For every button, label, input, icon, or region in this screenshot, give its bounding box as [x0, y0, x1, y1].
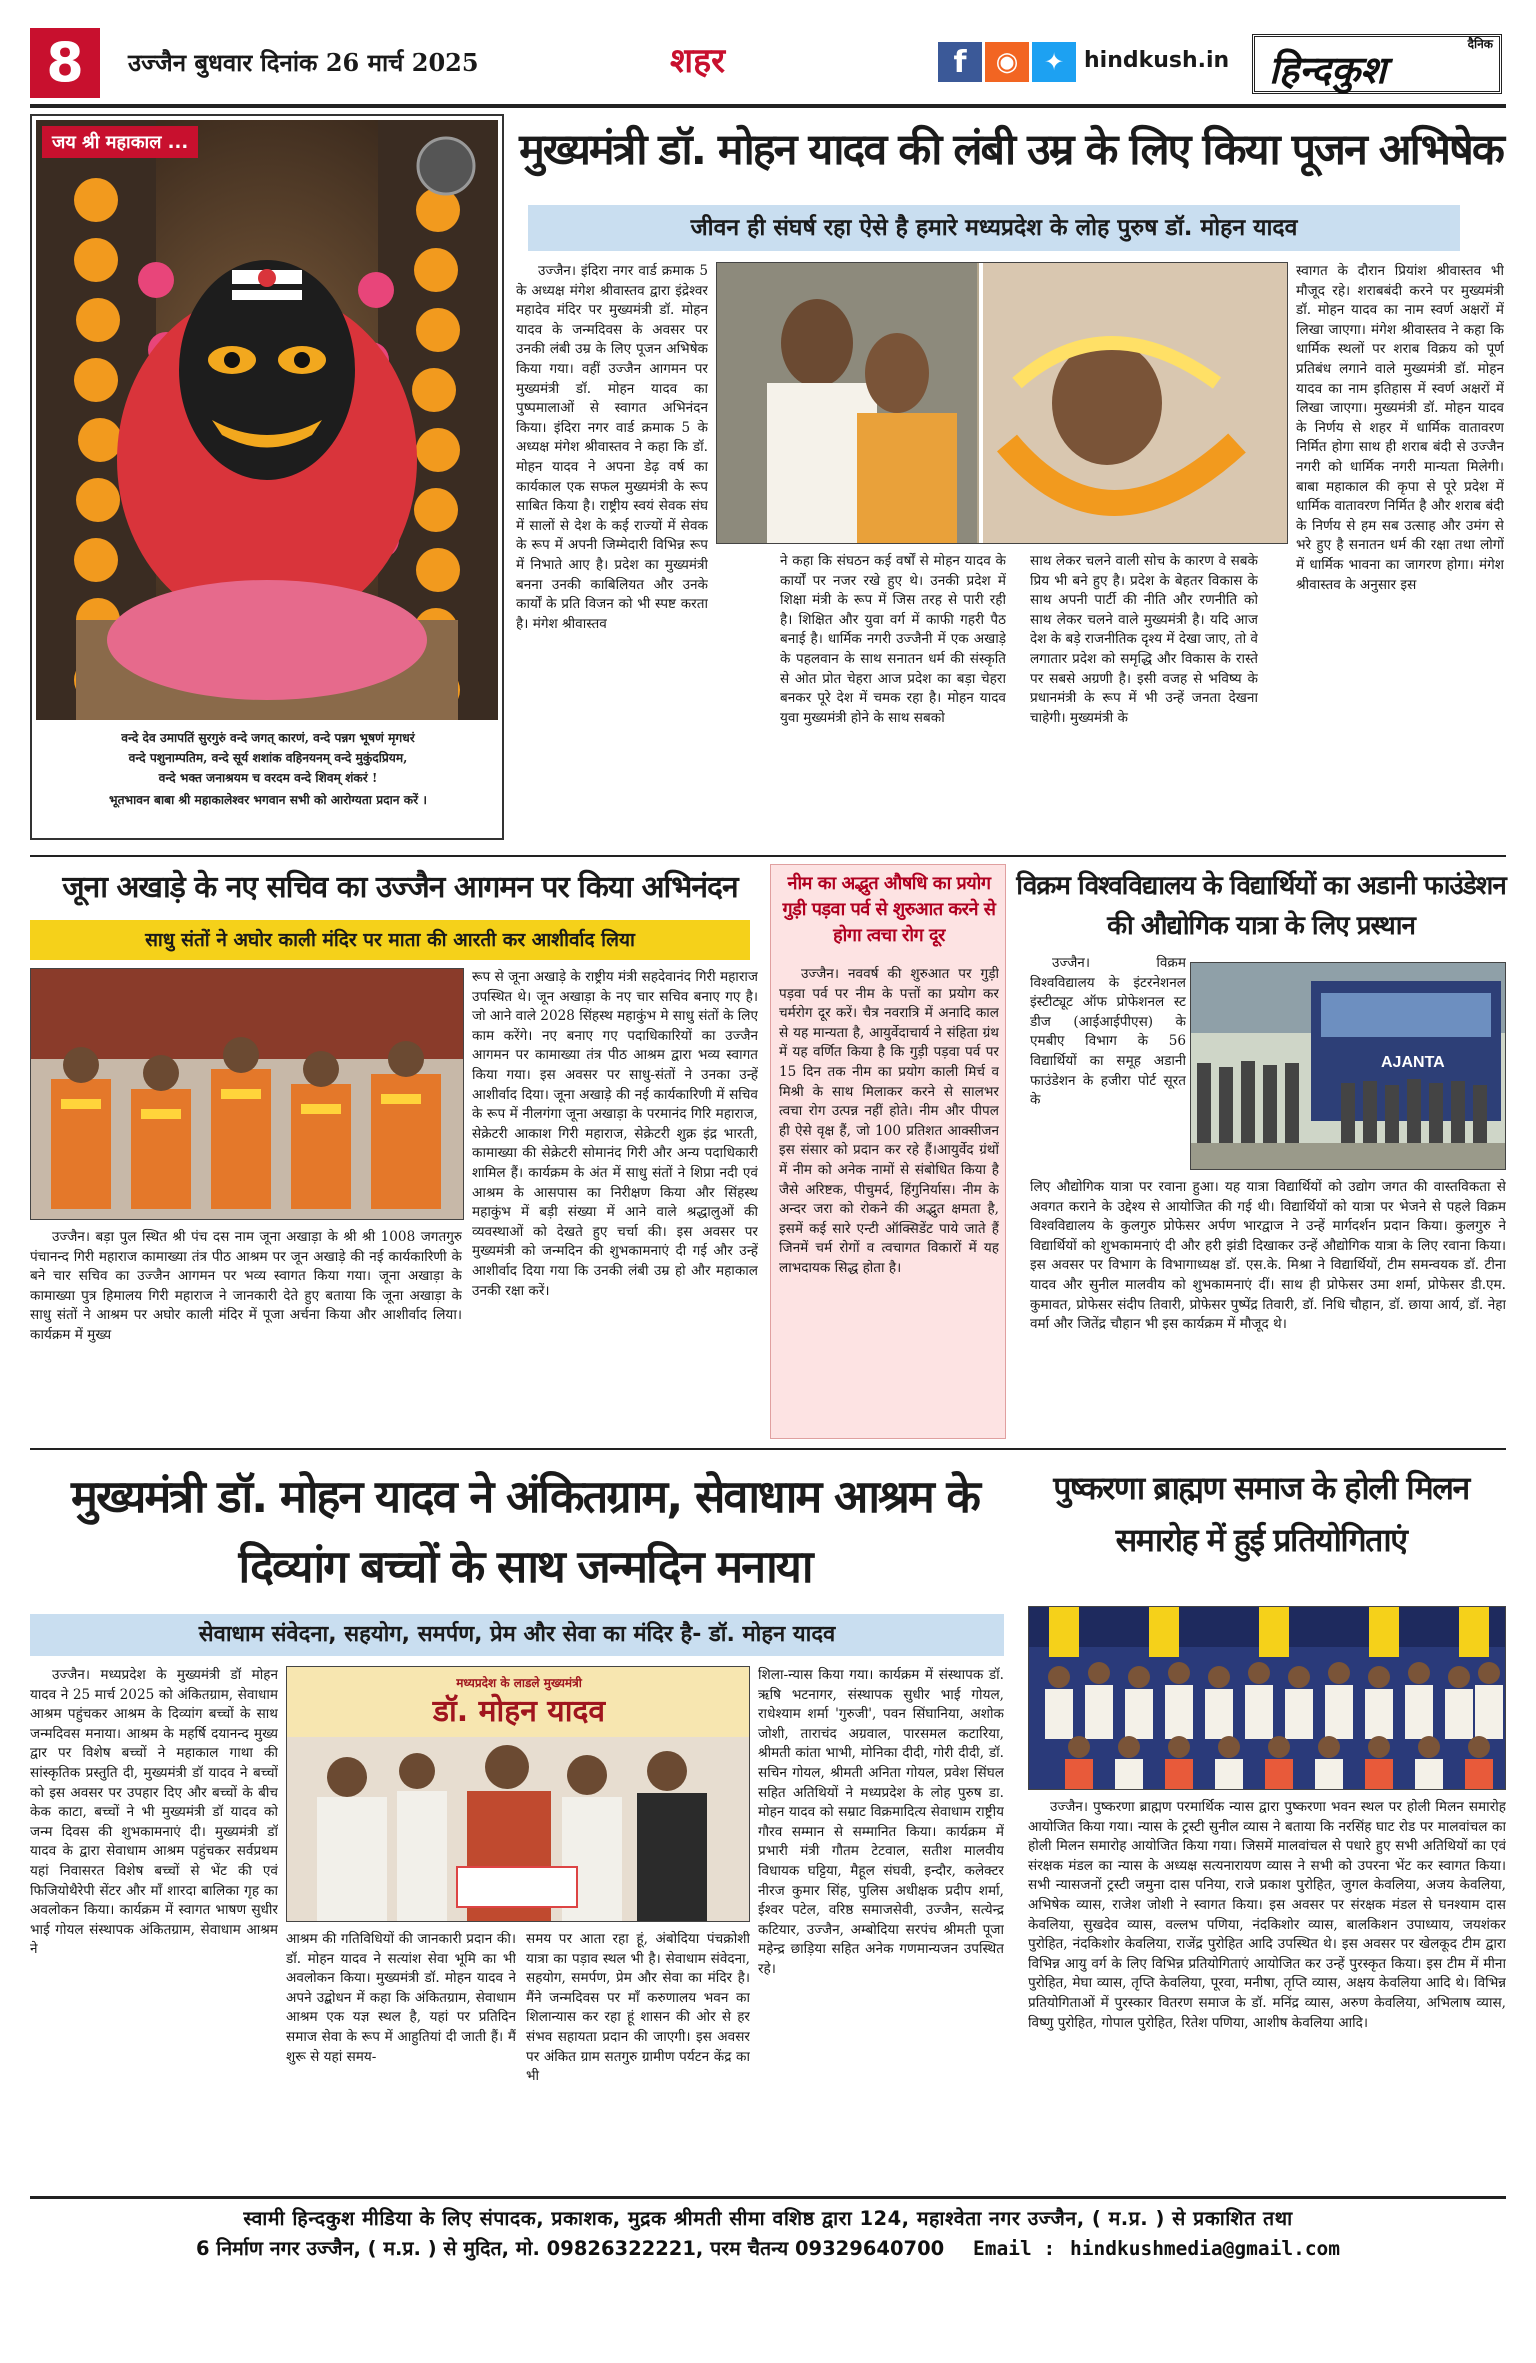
- a1-text-4: स्वागत के दौरान प्रियांश श्रीवास्तव भी मौजूद रहे। शराबबंदी करने पर मुख्यमंत्री डॉ. मोहन यादव का नाम स्वर्ण अक्षरों में लिखा जाएगा। मंगेश श्रीवास्तव ने कहा कि धार्मिक स्थलों पर शराब विक्रय को पूर्ण प्रतिबंध लगाने वाले मुख्यमंत्री डॉ. मोहन यादव का नाम इतिहास में स्वर्ण अक्षरों में लिखा जाएगा। मुख्यमंत्री डॉ. मोहन यादव के निर्णय से शहर में धार्मिक वातावरण निर्मित होगा साथ ही शराब बंदी से उज्जैन नगरी को धार्मिक नगरी मान्यता मिलेगी। बाबा महाकाल की कृपा से पूरे प्रदेश में धार्मिक वातावरण निर्मित है और शराब बंदी के निर्णय से हम सब उत्साह और उमंग से भरे हुए है सनातन धर्म की रक्षा तथा लोगों में धार्मिक भावना का जागरण होगा। मंगेश श्रीवास्तव के अनुसार इस: [1296, 263, 1504, 593]
- issue-date: उज्जैन बुधवार दिनांक 26 मार्च 2025: [128, 48, 479, 77]
- a5-text-1: उज्जैन। मध्यप्रदेश के मुख्यमंत्री डॉ मोहन यादव ने 25 मार्च 2025 को अंकितग्राम, सेवाधाम आश्रम पहुंचकर आश्रम के दिव्यांग बच्चों के साथ जन्मदिवस मनाया। आश्रम के महर्षि दयानन्द मुख्य द्वार पर विशेष बच्चों ने महाकाल गाथा की सांस्कृतिक प्रस्तुति दी, मुख्यमंत्री डॉ यादव ने बच्चों को इस अवसर पर उपहार दिए और बच्चों के बीच केक काटा, बच्चों ने भी मुख्यमंत्री डॉ यादव को जन्म दिवस की शुभकामनाएं दी। मुख्यमंत्री डॉ यादव के द्वारा सेवाधाम आश्रम पहुंचकर सर्वप्रथम यहां निवासरत विशेष बच्चों से भेंट की एवं फिजियोथैरेपी सेंटर और माँ शारदा बालिका गृह का अवलोकन किया। कार्यक्रम में स्वागत भाषण सुधीर भाई गोयल संस्थापक अंकितग्राम, सेवाधाम आश्रम ने: [30, 1667, 278, 1958]
- a3-body: [779, 965, 999, 1433]
- a4-photo-image: [1191, 963, 1506, 1170]
- a5-text-4: शिला-न्यास किया गया। कार्यक्रम में संस्थापक डॉ. ऋषि भटनागर, संस्थापक सुधीर भाई गोयल, राधेश्याम शर्मा 'गुरुजी', पवन सिंघानिया, अशोक जोशी, ताराचंद अग्रवाल, पारसमल कटारिया, श्रीमती कांता भाभी, मोनिका दीदी, गोरी दीदी, डॉ. सचिन गोयल, श्रीमती अनिता गोयल, प्रवेश सिंघल सहित अतिथियों ने मध्यप्रदेश के लोह पुरुष डा. मोहन यादव को सम्राट विक्रमादित्य सेवाधाम राष्ट्रीय गौरव सम्मान से सम्मानित किया। कार्यक्रम में प्रभारी मंत्री गौतम टेटवाल, सतीश मालवीय विधायक घट्टिया, मैहूल संघवी, इन्दौर, कलेक्टर नीरज कुमार सिंह, पुलिस अधीक्षक प्रदीप शर्मा, ईश्वर पटेल, वरिष्ठ समाजसेवी, उज्जैन, सत्येन्द्र कटियार, उज्जैन, अम्बोदिया सरपंच श्रीमती पूजा महेन्द्र छाड़िया सहित अनेक गणमान्यजन उपस्थित रहे।: [758, 1667, 1004, 1977]
- a5-col-4: [758, 1666, 1004, 2182]
- a5-photo: [286, 1666, 750, 1922]
- mahakal-photo: [36, 120, 498, 720]
- a2-col-2: [472, 968, 758, 1436]
- a4-intro: [1030, 954, 1186, 1174]
- a5-headline: मुख्यमंत्री डॉ. मोहन यादव ने अंकितग्राम, सेवाधाम आश्रम के दिव्यांग बच्चों के साथ जन्मदिन मनाया: [71, 1470, 979, 1593]
- a6-body: [1028, 1798, 1506, 2182]
- banner-line-2: डॉ. मोहन यादव: [432, 1694, 606, 1729]
- a1-photo: [716, 262, 1288, 544]
- website-link[interactable]: hindkush.in: [1084, 48, 1230, 73]
- mahakal-image: [36, 120, 498, 720]
- page-header: [30, 28, 1506, 98]
- a1-subhead: जीवन ही संघर्ष रहा ऐसे है हमारे मध्यप्रदेश के लोह पुरुष डॉ. मोहन यादव: [528, 205, 1460, 251]
- a3-text: उज्जैन। नववर्ष की शुरुआत पर गुड़ी पड़वा पर्व पर नीम के पत्तों का प्रयोग कर चर्मरोग दूर करें। चैत्र नवरात्रि में अनादि काल से यह मान्यता है, आयुर्वेदाचार्य ने संहिता ग्रंथ में यह वर्णित किया है कि गुड़ी पड़वा पर्व पर 15 दिन तक नीम का प्रयोग काली मिर्च व मिश्री के साथ मिलाकर करने से सालभर त्वचा रोग उत्पन्न नहीं होते। नीम और पीपल ही ऐसे वृक्ष हैं, जो 100 प्रतिशत आक्सीजन इस संसार को प्रदान कर रहे हैं।आयुर्वेद ग्रंथों में नीम को अनेक नामों से संबोधित किया है जैसे अरिष्टक, पीचुमर्द, हिंगुनिर्यास। नीम के अन्दर जरा को रोकने की अद्भुत क्षमता है, इसमें कई सारे एन्टी ऑक्सिडेंट पाये जाते हैं जिनमें चर्म रोगों व त्वचागत विकारों में यह लाभदायक सिद्ध होता है।: [779, 966, 999, 1276]
- a1-text-1: उज्जैन। इंदिरा नगर वार्ड क्रमाक 5 के अध्यक्ष मंगेश श्रीवास्तव द्वारा इंद्रेश्वर महादेव मंदिर पर मुख्यमंत्री डॉ. मोहन यादव के जन्मदिवस के अवसर पर उनकी लंबी उम्र के लिए पूजन अभिषेक किया गया। वहीं उज्जैन आगमन पर मुख्यमंत्री डॉ. मोहन यादव का पुष्पमालाओं से स्वागत अभिनंदन किया। इंदिरा नगर वार्ड क्रमाक 5 के अध्यक्ष मंगेश श्रीवास्तव ने कहा कि डॉ. मोहन यादव ने अपना डेढ़ वर्ष का कार्यकाल एक सफल मुख्यमंत्री के रूप साबित किया है। राष्ट्रीय स्वयं सेवक संघ में सालों से देश के कई राज्यों में सेवक के रूप में अपनी जिम्मेदारी विभिन्न रूप में निभाते आए है। प्रदेश का मुख्यमंत्री बनना उनकी काबिलियत और उनके कार्यों के प्रति विजन को भी स्पष्ट करता है। मंगेश श्रीवास्तव: [516, 263, 708, 632]
- a5-text-3: समय पर आता रहा हूं, अंबोदिया पंचक्रोशी यात्रा का पड़ाव स्थल भी है। सेवाधाम संवेदना, सहयोग, समर्पण, प्रेम और सेवा का मंदिर है। मैंने जन्मदिवस पर माँ करुणालय भवन का शिलान्यास कर रहा हूं शासन की ओर से हर संभव सहायता प्रदान की जाएगी। इस अवसर पर अंकित ग्राम सतगुरु ग्रामीण पर्यटन केंद्र का भी: [526, 1931, 750, 2085]
- a4-text: लिए औद्योगिक यात्रा पर रवाना हुआ। यह यात्रा विद्यार्थियों को उद्योग जगत की वास्तविकता से अवगत कराने के उद्देश्य से आयोजित की गई थी। विद्यार्थियों को यात्रा पर भेजने से पहले विक्रम विश्वविद्यालय के कुलगुरु प्रोफेसर अर्पण भारद्वाज ने उन्हें मार्गदर्शन प्रदान किया। कुलगुरु ने विद्यार्थियों को शुभकामनाएं दी और हरी झंडी दिखाकर उन्हें औद्योगिक यात्रा के लिए रवाना किया। इस अवसर पर विभाग के विभागाध्यक्ष डॉ. एस.के. मिश्रा ने विद्यार्थियों, टीम समन्वयक डॉ. टीना यादव और सुनील मालवीय को शुभकामनाएं दीं। साथ ही प्रोफेसर उमा शर्मा, प्रोफेसर डी.एम. कुमावत, प्रोफेसर संदीप तिवारी, प्रोफेसर पुष्पेंद्र तिवारी, डॉ. निधि चौहान, डॉ. छाया आर्य, डॉ. नेहा वर्मा और जितेंद्र चौहान भी इस कार्यक्रम में मौजूद थे।: [1030, 1179, 1506, 1333]
- a1-headline: मुख्यमंत्री डॉ. मोहन यादव की लंबी उम्र के लिए किया पूजन अभिषेक: [519, 125, 1503, 175]
- a1-text-3: साथ लेकर चलने वाली सोच के कारण वे सबके प्रिय भी बने हुए है। प्रदेश के बेहतर विकास के साथ अपनी पार्टी की नीति और रणनीति को साथ लेकर चलने वाले मुख्यमंत्री है। यदि आज देश के बड़े राजनीतिक दृश्य में देखा जाए, तो वे लगातार प्रदेश को समृद्धि और विकास के रास्ते पर सबसे अग्रणी है। इसी वजह से भविष्य के प्रधानमंत्री के रूप में भी उन्हें जनता देखना चाहेगी। मुख्यमंत्री के: [1030, 553, 1258, 726]
- rule-1: [30, 855, 1506, 857]
- a2-headline: जूना अखाड़े के नए सचिव का उज्जैन आगमन पर किया अभिनंदन: [62, 870, 738, 905]
- bus-text: AJANTA: [1381, 1054, 1445, 1071]
- imprint: [30, 2204, 1506, 2268]
- a1-col-2: [780, 552, 1006, 840]
- a6-photo-image: [1029, 1607, 1506, 1790]
- rule-2: [30, 1448, 1506, 1450]
- footer-rule: [30, 2196, 1506, 2199]
- masthead-logo: [1252, 34, 1502, 94]
- a2-text-1: उज्जैन। बड़ा पुल स्थित श्री पंच दस नाम जूना अखाड़ा के श्री श्री 1008 जगतगुरु पंचानन्द गिरी महाराज कामाख्या तंत्र पीठ आश्रम पर जून अखाड़े की नई कार्यकारिणी के बने चार सचिव का उज्जैन आगमन पर भव्य स्वागत किया गया। जूना अखाड़ा के कामाख्या पुत्र हिमालय गिरी महाराज ने जानकारी देते हुए बताया कि जूना अखाड़ा के साधु संतों ने आश्रम पर अघोर काली मंदिर में पूजा अर्चना किया और आशीर्वाद लिया। कार्यक्रम में मुख्य: [30, 1229, 462, 1343]
- rss-icon[interactable]: ◉: [985, 42, 1029, 82]
- twitter-icon[interactable]: ✦: [1032, 42, 1076, 82]
- a2-photo-image: [31, 969, 464, 1220]
- a5-text-2: आश्रम की गतिविधियों की जानकारी प्रदान की। डॉ. मोहन यादव ने सत्यांश सेवा भूमि का भी अवलोकन किया। मुख्यमंत्री डॉ. मोहन यादव ने अपने उद्बोधन में कहा कि अंकितग्राम, सेवाधाम आश्रम एक यज्ञ स्थल है, यहां पर प्रतिदिन समाज सेवा के रूप में आहुतियां दी जाती हैं। मैं शुरू से यहां समय-: [286, 1931, 516, 2065]
- a5-photo-image: [287, 1667, 750, 1922]
- mahakal-photo-box: [30, 114, 504, 840]
- a2-col-1: [30, 1228, 462, 1436]
- a5-subhead: सेवाधाम संवेदना, सहयोग, समर्पण, प्रेम और सेवा का मंदिर है- डॉ. मोहन यादव: [30, 1614, 1004, 1656]
- email-label: Email :: [973, 2237, 1056, 2260]
- a2-text-2: रूप से जूना अखाड़े के राष्ट्रीय मंत्री सहदेवानंद गिरी महाराज उपस्थित थे। जून अखाड़ा के नए चार सचिव बनाए गए है। जो आने वाले 2028 सिंहस्थ महाकुंभ मे साधु संतों के लिए काम करेंगे। नए बनाए गए पदाधिकारियों का उज्जैन आगमन पर कामाख्या तंत्र पीठ आश्रम द्वारा भव्य स्वागत किया गया। इस अवसर पर साधु-संतों ने उनका उन्हें आशीर्वाद दिया। जूना अखाड़े की नई कार्यकारिणी में सचिव के रूप में नीलगंगा जूना अखाड़ा के परमानंद गिरि महाराज, सेक्रेटरी आकाश गिरी महाराज, सेक्रेटरी शुक्र इंद्र भारती, कामाख्या की सेक्रेटरी सोमानंद गिरी और अन्य पदाधिकारी शामिल हैं। कार्यक्रम के अंत में साधु संतों ने शिप्रा नदी एवं आश्रम के आसपास का निरीक्षण किया और सिंहस्थ महाकुंभ में बड़ी संख्या में आने वाले श्रद्धालुओं की व्यवस्थाओं को देखते हुए चर्चा की। इस अवसर पर मुख्यमंत्री को जन्मदिन की शुभकामनाएं दी गई और उन्हें आशीर्वाद दिया गया कि उनकी लंबी उम्र हो और महाकाल उनकी रक्षा करें।: [472, 969, 758, 1299]
- a4-headline: विक्रम विश्वविद्यालय के विद्यार्थियों का अडानी फाउंडेशन की औद्योगिक यात्रा के लिए प्रस्थान: [1016, 871, 1506, 941]
- shlok-line-1: वन्दे देव उमापतिं सुरगुरुं वन्दे जगत् कारणं, वन्दे पन्नग भूषणं मृगधरं: [121, 731, 415, 745]
- a6-text: उज्जैन। पुष्करणा ब्राह्मण परमार्थिक न्यास द्वारा पुष्करणा भवन स्थल पर होली मिलन समारोह आयोजित किया गया। न्यास के ट्रस्टी सुनील व्यास ने बताया कि नरसिंह घाट रोड पर मालवांचल का होली मिलन समारोह आयोजित किया गया। जिसमें मालवांचल से पधारे हुए सभी अतिथियों का एवं संरक्षक मंडल का न्यास के अध्यक्ष सत्यनारायण व्यास ने सभी को उपरना भेंट कर स्वागत किया। सभी न्यासजनों ट्रस्टी जमुना दास पनिया, राजे प्रकाश पुरोहित, जुगल केवलिया, अजय केवलिया, अभिषेक व्यास, राजेश जोशी ने स्वागत किया। इस अवसर पर संरक्षक मंडल से घनश्याम दास केवलिया, सुखदेव व्यास, वल्लभ पणिया, नंदकिशोर व्यास, बालकिशन उपाध्याय, जयशंकर पुरोहित, नंदकिशोर केवलिया, राजेंद्र पुरोहित आदि उपस्थित थे। इस अवसर पर खेलकूद टीम द्वारा विभिन्न आयु वर्ग के लिए विभिन्न प्रतियोगिताएं आयोजित कर उन्हें पुरस्कृत किया। इस टीम में मीना पुरोहित, मेघा व्यास, तृप्ति केवलिया, पूरवा, मनीषा, तृप्ति व्यास, अक्षय केवलिया आदि थे। विभिन्न प्रतियोगिताओं में पुरस्कार वितरण समाज के डॉ. मनिंद्र व्यास, अरुण केवलिया, अभिलाष व्यास, विष्णु पुरोहित, गोपाल पुरोहित, रितेश पणिया, आशीष केवलिया आदि।: [1028, 1799, 1506, 2031]
- imprint-line-2: 6 निर्माण नगर उज्जैन, ( म.प्र. ) से मुदित, मो. 09826322221, परम चैतन्य 09329640700: [195, 2237, 945, 2260]
- logo-text: हिन्दकुश: [1269, 48, 1386, 92]
- a5-col-1: [30, 1666, 278, 2182]
- a4-photo: [1190, 962, 1506, 1170]
- a4-intro-text: उज्जैन। विक्रम विश्वविद्यालय के इंटरनेशनल इंस्टीट्यूट ऑफ प्रोफेशनल स्ट डीज (आईआईपीएस) के एमबीए विभाग के 56 विद्यार्थियों का समूह अडानी फाउंडेशन के हजीरा पोर्ट सूरत के: [1030, 955, 1186, 1109]
- a6-headline: पुष्करणा ब्राह्मण समाज के होली मिलन समारोह में हुई प्रतियोगिताएं: [1053, 1469, 1469, 1559]
- a1-col-4: [1296, 262, 1504, 840]
- a1-col-1: [516, 262, 708, 840]
- a2-subhead: साधु संतों ने अघोर काली मंदिर पर माता की आरती कर आशीर्वाद लिया: [30, 920, 750, 960]
- shlok-block: [42, 728, 494, 810]
- page-number: 8: [30, 28, 100, 98]
- social-icons: [938, 42, 1076, 82]
- a2-photo: [30, 968, 464, 1220]
- a1-photo-image: [717, 263, 1288, 544]
- a1-col-3: [1030, 552, 1258, 840]
- email-link[interactable]: hindkushmedia@gmail.com: [1070, 2237, 1341, 2260]
- a5-col-3: [526, 1930, 750, 2182]
- a3-headline: नीम का अद्भुत औषधि का प्रयोग गुड़ी पड़वा पर्व से शुरुआत करने से होगा त्वचा रोग दूर: [782, 873, 996, 946]
- a3-box: [770, 864, 1006, 1439]
- a6-photo: [1028, 1606, 1506, 1790]
- a5-col-2: [286, 1930, 516, 2182]
- logo-daily-label: दैनिक: [1467, 37, 1493, 51]
- photo-label: जय श्री महाकाल ...: [42, 126, 198, 158]
- a1-text-2: ने कहा कि संघठन कई वर्षों से मोहन यादव के कार्यों पर नजर रखे हुए थे। उनकी प्रदेश में शिक्षा मंत्री के रूप में जिस तरह से पारी रही है। शिक्षित और युवा वर्ग में काफी गहरी पैठ बनाई है। धार्मिक नगरी उज्जैनी में एक अखाड़े के पहलवान के साथ सनातन धर्म की संस्कृति से ओत प्रोत चेहरा आज प्रदेश का बड़ा चेहरा बनकर पूरे देश में चमक रहा है। मोहन यादव युवा मुख्यमंत्री होने के साथ सबको: [780, 553, 1006, 726]
- imprint-line-1: स्वामी हिन्दकुश मीडिया के लिए संपादक, प्रकाशक, मुद्रक श्रीमती सीमा वशिष्ठ द्वारा 124, महाश्वेता नगर उज्जैन, ( म.प्र. ) से प्रकाशित तथा: [243, 2207, 1293, 2230]
- shlok-line-2: वन्दे पशुनाम्पतिम, वन्दे सूर्य शशांक वहिनयनम् वन्दे मुकुंदप्रियम,: [128, 751, 408, 765]
- header-rule: [30, 104, 1506, 108]
- blessing-line: भूतभावन बाबा श्री महाकालेश्वर भगवान सभी को आरोग्यता प्रदान करें ।: [109, 793, 427, 807]
- section-name: शहर: [670, 41, 726, 81]
- banner-line-1: मध्यप्रदेश के लाडले मुख्यमंत्री: [456, 1676, 582, 1690]
- shlok-line-3: वन्दे भक्त जनाश्रयम च वरदम वन्दे शिवम् शंकरं !: [158, 771, 378, 785]
- a4-body: [1030, 1178, 1506, 1436]
- facebook-icon[interactable]: f: [938, 42, 982, 82]
